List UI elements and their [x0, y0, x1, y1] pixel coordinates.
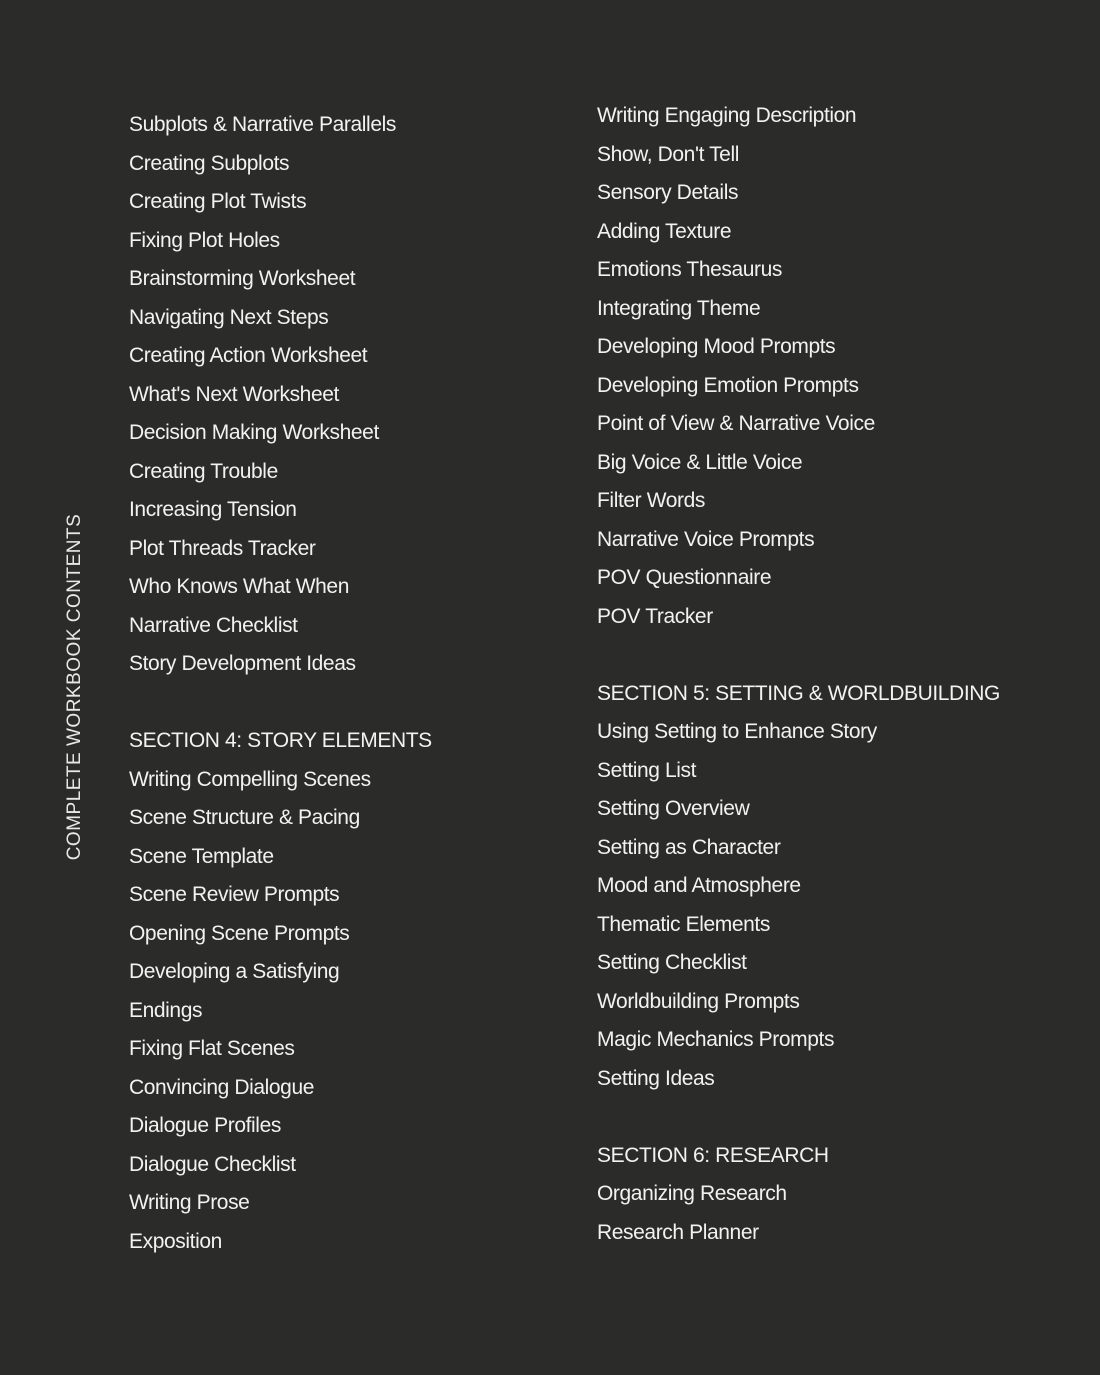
contents-item: Writing Engaging Description — [597, 104, 857, 127]
contents-item: Developing Mood Prompts — [597, 335, 836, 358]
contents-item: Developing a Satisfying — [129, 960, 340, 983]
contents-item: Narrative Checklist — [129, 613, 298, 637]
section-heading: SECTION 4: STORY ELEMENTS — [129, 729, 432, 752]
contents-item: Scene Template — [129, 844, 274, 868]
contents-item: Writing Prose — [129, 1191, 250, 1214]
contents-item: Opening Scene Prompts — [129, 921, 350, 945]
contents-item: Fixing Plot Holes — [129, 228, 280, 252]
section-heading: SECTION 5: SETTING & WORLDBUILDING — [597, 681, 1000, 705]
contents-item: Writing Compelling Scenes — [129, 767, 371, 791]
contents-item: Setting Overview — [597, 797, 750, 820]
contents-item: POV Tracker — [597, 604, 713, 628]
contents-item: Research Planner — [597, 1220, 759, 1244]
contents-item: Using Setting to Enhance Story — [597, 720, 877, 743]
contents-item: Exposition — [129, 1229, 222, 1253]
contents-item: Plot Threads Tracker — [129, 536, 316, 560]
contents-left-column — [129, 106, 432, 1261]
contents-item: Brainstorming Worksheet — [129, 267, 356, 290]
contents-item: Creating Subplots — [129, 151, 290, 175]
contents-item: Endings — [129, 998, 203, 1022]
contents-item: Dialogue Profiles — [129, 1114, 281, 1137]
contents-item: Show, Don't Tell — [597, 142, 739, 166]
contents-item: Setting List — [597, 758, 697, 782]
contents-item: Narrative Voice Prompts — [597, 527, 815, 551]
contents-item: Setting Checklist — [597, 951, 747, 974]
contents-item: Increasing Tension — [129, 498, 297, 521]
contents-item: Creating Trouble — [129, 459, 278, 483]
spacer — [597, 1098, 1000, 1137]
contents-item: Creating Plot Twists — [129, 190, 307, 213]
contents-item: Setting as Character — [597, 835, 781, 859]
contents-item: Who Knows What When — [129, 575, 349, 598]
section-heading: SECTION 6: RESEARCH — [597, 1143, 829, 1167]
contents-item: Sensory Details — [597, 181, 739, 204]
contents-item: Developing Emotion Prompts — [597, 373, 859, 397]
contents-item: Integrating Theme — [597, 296, 761, 320]
contents-item: Convincing Dialogue — [129, 1075, 315, 1099]
contents-item: Setting Ideas — [597, 1066, 715, 1090]
side-title: COMPLETE WORKBOOK CONTENTS — [64, 513, 85, 861]
contents-item: Creating Action Worksheet — [129, 344, 368, 367]
spacer — [597, 636, 1000, 675]
contents-item: Mood and Atmosphere — [597, 874, 801, 897]
contents-item: Subplots & Narrative Parallels — [129, 113, 396, 136]
contents-item: Point of View & Narrative Voice — [597, 412, 875, 435]
contents-item: Dialogue Checklist — [129, 1152, 296, 1176]
contents-item: What's Next Worksheet — [129, 382, 339, 406]
contents-item: Thematic Elements — [597, 912, 770, 936]
contents-item: Story Development Ideas — [129, 652, 356, 675]
contents-item: Scene Structure & Pacing — [129, 806, 360, 829]
contents-item: Decision Making Worksheet — [129, 421, 379, 444]
contents-item: Big Voice & Little Voice — [597, 450, 803, 474]
contents-right-column — [597, 97, 1000, 1252]
contents-item: Worldbuilding Prompts — [597, 989, 800, 1013]
contents-item: Adding Texture — [597, 219, 732, 243]
contents-item: Scene Review Prompts — [129, 883, 340, 906]
contents-item: POV Questionnaire — [597, 566, 772, 589]
contents-item: Magic Mechanics Prompts — [597, 1028, 835, 1051]
contents-item: Emotions Thesaurus — [597, 258, 783, 281]
contents-item: Filter Words — [597, 489, 705, 512]
contents-item: Navigating Next Steps — [129, 305, 329, 329]
contents-item: Organizing Research — [597, 1182, 787, 1205]
contents-item: Fixing Flat Scenes — [129, 1037, 295, 1060]
spacer — [129, 684, 432, 723]
